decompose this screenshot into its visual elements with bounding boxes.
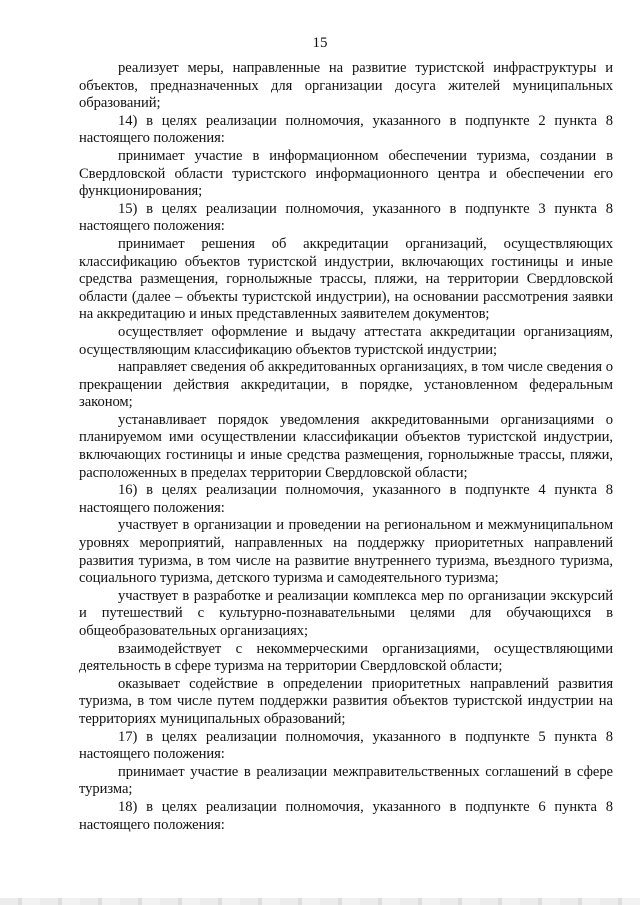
paragraph: 17) в целях реализации полномочия, указанного в подпункте 5 пункта 8 настоящего положения: bbox=[79, 728, 613, 763]
paragraph: устанавливает порядок уведомления аккредитованными организациями о планируемом ими осуществлении классификации объектов туристской индустрии, включающих гостиницы и иные средства размещения, горнолыжные трассы, пляжи, расположенных в пределах территории Свердловской области; bbox=[79, 411, 613, 481]
paragraph: 16) в целях реализации полномочия, указанного в подпункте 4 пункта 8 настоящего положения: bbox=[79, 482, 613, 516]
paragraph: принимает решения об аккредитации организаций, осуществляющих классификацию объектов туристской индустрии, включающих гостиницы и иные средства размещения, горнолыжные трассы, пляжи, на территории Свердловской области (далее – объекты туристской индустрии), на основании рассмотрения заявки на аккредитацию и иных представленных заявителем документов; bbox=[79, 235, 613, 323]
paragraph: 15) в целях реализации полномочия, указанного в подпункте 3 пункта 8 настоящего положения: bbox=[79, 200, 613, 235]
document-body bbox=[79, 60, 613, 834]
scan-bottom-edge bbox=[0, 898, 640, 905]
paragraph: участвует в организации и проведении на региональном и межмуниципальном уровнях мероприятий, направленных на поддержку приоритетных направлений развития туризма, в том числе на развитие внутреннего туризма, въездного туризма, социального туризма, детского туризма и самодеятельного туризма; bbox=[79, 517, 613, 587]
paragraph: участвует в разработке и реализации комплекса мер по организации экскурсий и путешествий с культурно-познавательными целями для обучающихся в общеобразовательных организациях; bbox=[79, 587, 613, 639]
paragraph: осуществляет оформление и выдачу аттестата аккредитации организациям, осуществляющим классификацию объектов туристской индустрии; bbox=[79, 323, 613, 358]
paragraph: оказывает содействие в определении приоритетных направлений развития туризма, в том числе путем поддержки развития объектов туристской индустрии на территориях муниципальных образований; bbox=[79, 675, 613, 727]
paragraph: принимает участие в реализации межправительственных соглашений в сфере туризма; bbox=[79, 763, 613, 798]
paragraph: 14) в целях реализации полномочия, указанного в подпункте 2 пункта 8 настоящего положения: bbox=[79, 112, 613, 147]
paragraph: взаимодействует с некоммерческими организациями, осуществляющими деятельность в сфере туризма на территории Свердловской области; bbox=[79, 640, 613, 675]
page-number: 15 bbox=[312, 35, 328, 51]
paragraph: направляет сведения об аккредитованных организациях, в том числе сведения о прекращении действия аккредитации, в порядке, установленном федеральным законом; bbox=[79, 359, 613, 411]
paragraph: реализует меры, направленные на развитие туристской инфраструктуры и объектов, предназначенных для организации досуга жителей муниципальных образований; bbox=[79, 60, 613, 112]
paragraph: 18) в целях реализации полномочия, указанного в подпункте 6 пункта 8 настоящего положения: bbox=[79, 798, 613, 833]
paragraph: принимает участие в информационном обеспечении туризма, создании в Свердловской области туристского информационного центра и обеспечении его функционирования; bbox=[79, 147, 613, 200]
